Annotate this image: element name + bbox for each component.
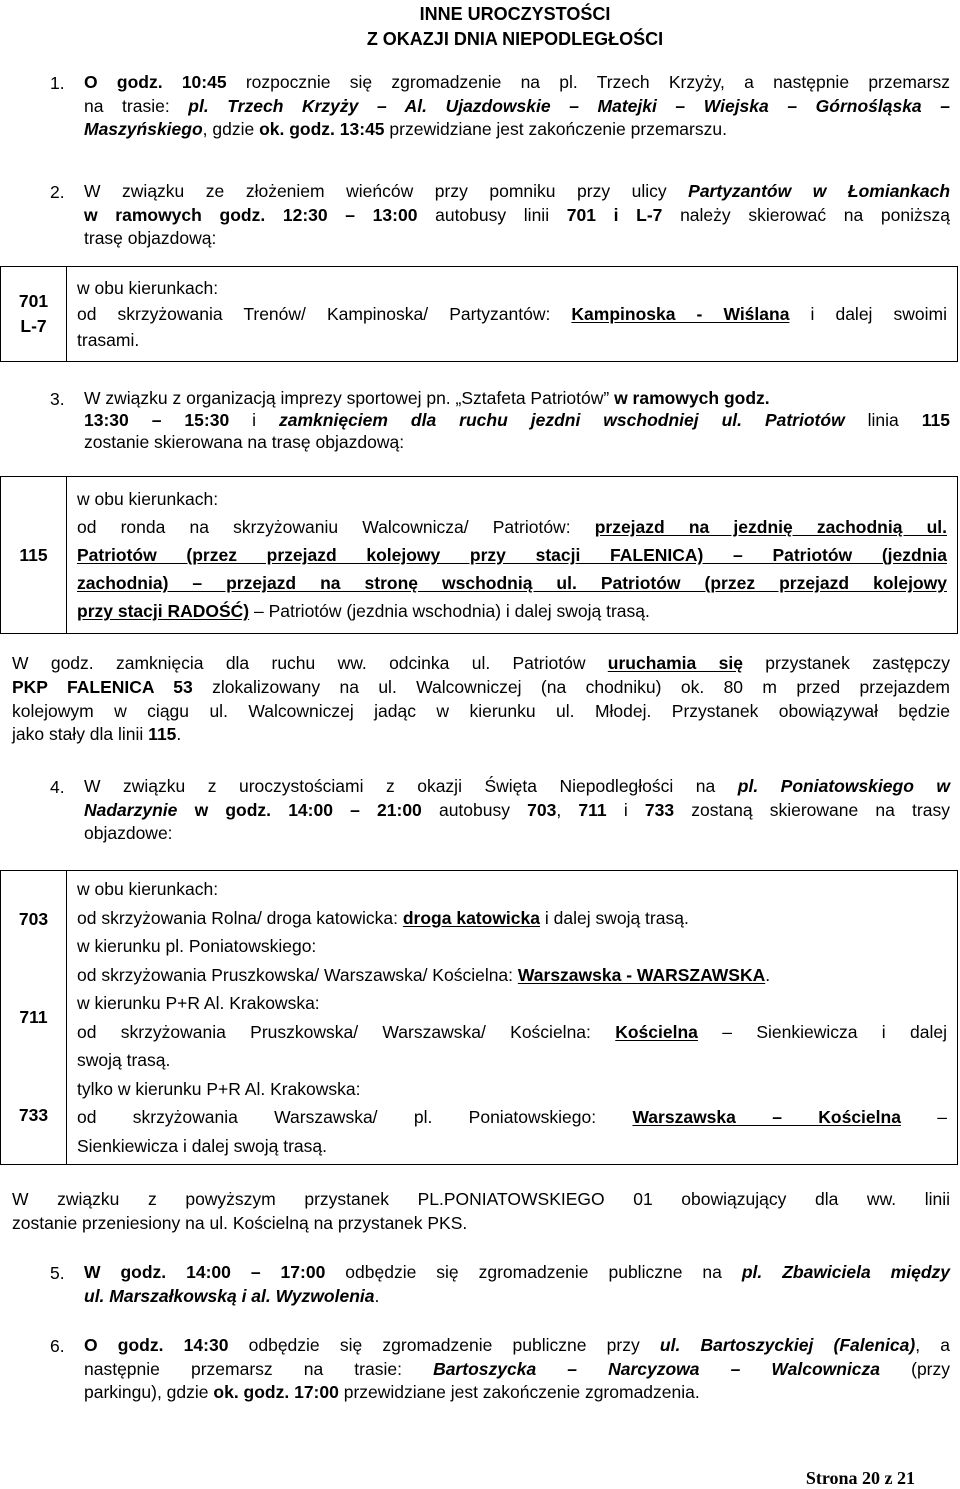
item-4-text: W związku z uroczystościami z okazji Święta Niepodległości na pl. Poniatowskiego w Nadarzynie w godz. 14:00 – 21:00 autobusy 703, 711 i 733 zostaną skierowane na trasy objazdowe:: [84, 776, 951, 843]
item-4-number: 4.: [50, 777, 65, 797]
item-6-number: 6.: [50, 1336, 65, 1356]
item-6-text: O godz. 14:30 odbędzie się zgromadzenie publiczne przy ul. Bartoszyckiej (Falenica), a następnie przemarsz na trasie: Bartoszycka – Narcyzowa – Walcownicza (przy parkingu), gdzie ok. godz. 17:00 przewidziane jest zakończenie zgromadzenia.: [84, 1335, 951, 1402]
item-5-number: 5.: [50, 1263, 65, 1283]
page-title-line-1: INNE UROCZYSTOŚCI: [419, 4, 611, 24]
detour-table-115: [0, 476, 958, 634]
item-3-text: W związku z organizacją imprezy sportowej pn. „Sztafeta Patriotów” w ramowych godz. 13:30 – 15:30 i zamknięciem dla ruchu jezdni wschodniej ul. Patriotów linia 115 zostanie skierowana na trasę objazdową:: [84, 388, 950, 452]
replacement-stop-paragraph: W godz. zamknięcia dla ruchu ww. odcinka ul. Patriotów uruchamia się przystanek zastępczy PKP FALENICA 53 zlokalizowany na ul. Walcowniczej (na chodniku) ok. 80 m przed przejazdem kolejowym w ciągu ul. Walcowniczej jadąc w kierunku ul. Młodej. Przystanek obowiązywał będzie jako stały dla linii 115.: [12, 653, 951, 745]
line-733: 733: [18, 1104, 49, 1125]
line-711: 711: [19, 1006, 48, 1027]
route-cell: w obu kierunkach: od skrzyżowania Trenów/ Kampinoska/ Partyzantów: Kampinoska - Wiślana i dalej swoimi trasami.: [67, 267, 958, 362]
route-cell: w obu kierunkach: od ronda na skrzyżowaniu Walcownicza/ Patriotów: przejazd na jezdnię zachodnią ul. Patriotów (przez przejazd kolejowy przy stacji FALENICA) – Patriotów (jezdnia zachodnia) – przejazd na stronę wschodnią ul. Patriotów (przez przejazd kolejowy przy stacji RADOŚĆ) – Patriotów (jezdnia wschodnia) i dalej swoją trasą.: [67, 477, 958, 634]
line-703: 703: [18, 909, 49, 930]
item-1-number: 1.: [50, 73, 65, 93]
line-number-cell: 701 L-7: [1, 267, 67, 362]
item-2-text: W związku ze złożeniem wieńców przy pomniku przy ulicy Partyzantów w Łomiankach w ramowych godz. 12:30 – 13:00 autobusy linii 701 i L-7 należy skierować na poniższą trasę objazdową:: [84, 181, 951, 248]
item-3-number: 3.: [50, 389, 65, 409]
detour-table-701: [0, 266, 958, 362]
page-title-line-2: Z OKAZJI DNIA NIEPODLEGŁOŚCI: [366, 29, 664, 49]
stop-relocation-paragraph: W związku z powyższym przystanek PL.PONIATOWSKIEGO 01 obowiązujący dla ww. linii zostanie przeniesiony na ul. Kościelną na przystanek PKS.: [12, 1189, 950, 1233]
line-number-cell: [1, 871, 67, 1165]
detour-table-703-711-733: [0, 870, 958, 1165]
page-number: Strona 20 z 21: [805, 1468, 915, 1488]
item-2-number: 2.: [50, 182, 65, 202]
item-1-text: O godz. 10:45 rozpocznie się zgromadzenie na pl. Trzech Krzyży, a następnie przemarsz na trasie: pl. Trzech Krzyży – Al. Ujazdowskie – Matejki – Wiejska – Górnośląska – Maszyńskiego, gdzie ok. godz. 13:45 przewidziane jest zakończenie przemarszu.: [84, 72, 950, 139]
item-5-text: W godz. 14:00 – 17:00 odbędzie się zgromadzenie publiczne na pl. Zbawiciela między ul. Marszałkowską i al. Wyzwolenia.: [84, 1262, 951, 1306]
line-number-cell: 115: [1, 477, 67, 634]
route-cell: w obu kierunkach: od skrzyżowania Rolna/ droga katowicka: droga katowicka i dalej swoją trasą. w kierunku pl. Poniatowskiego: od skrzyżowania Pruszkowska/ Warszawska/ Kościelna: Warszawska - WARSZAWSKA. w kierunku P+R Al. Krakowska: od skrzyżowania Pruszkowska/ Warszawska/ Kościelna: Kościelna – Sienkiewicza i dalej swoją trasą. tylko w kierunku P+R Al. Krakowska: od skrzyżowania Warszawska/ pl. Poniatowskiego: Warszawska – Kościelna – Sienkiewicza i dalej swoją trasą.: [67, 871, 958, 1165]
